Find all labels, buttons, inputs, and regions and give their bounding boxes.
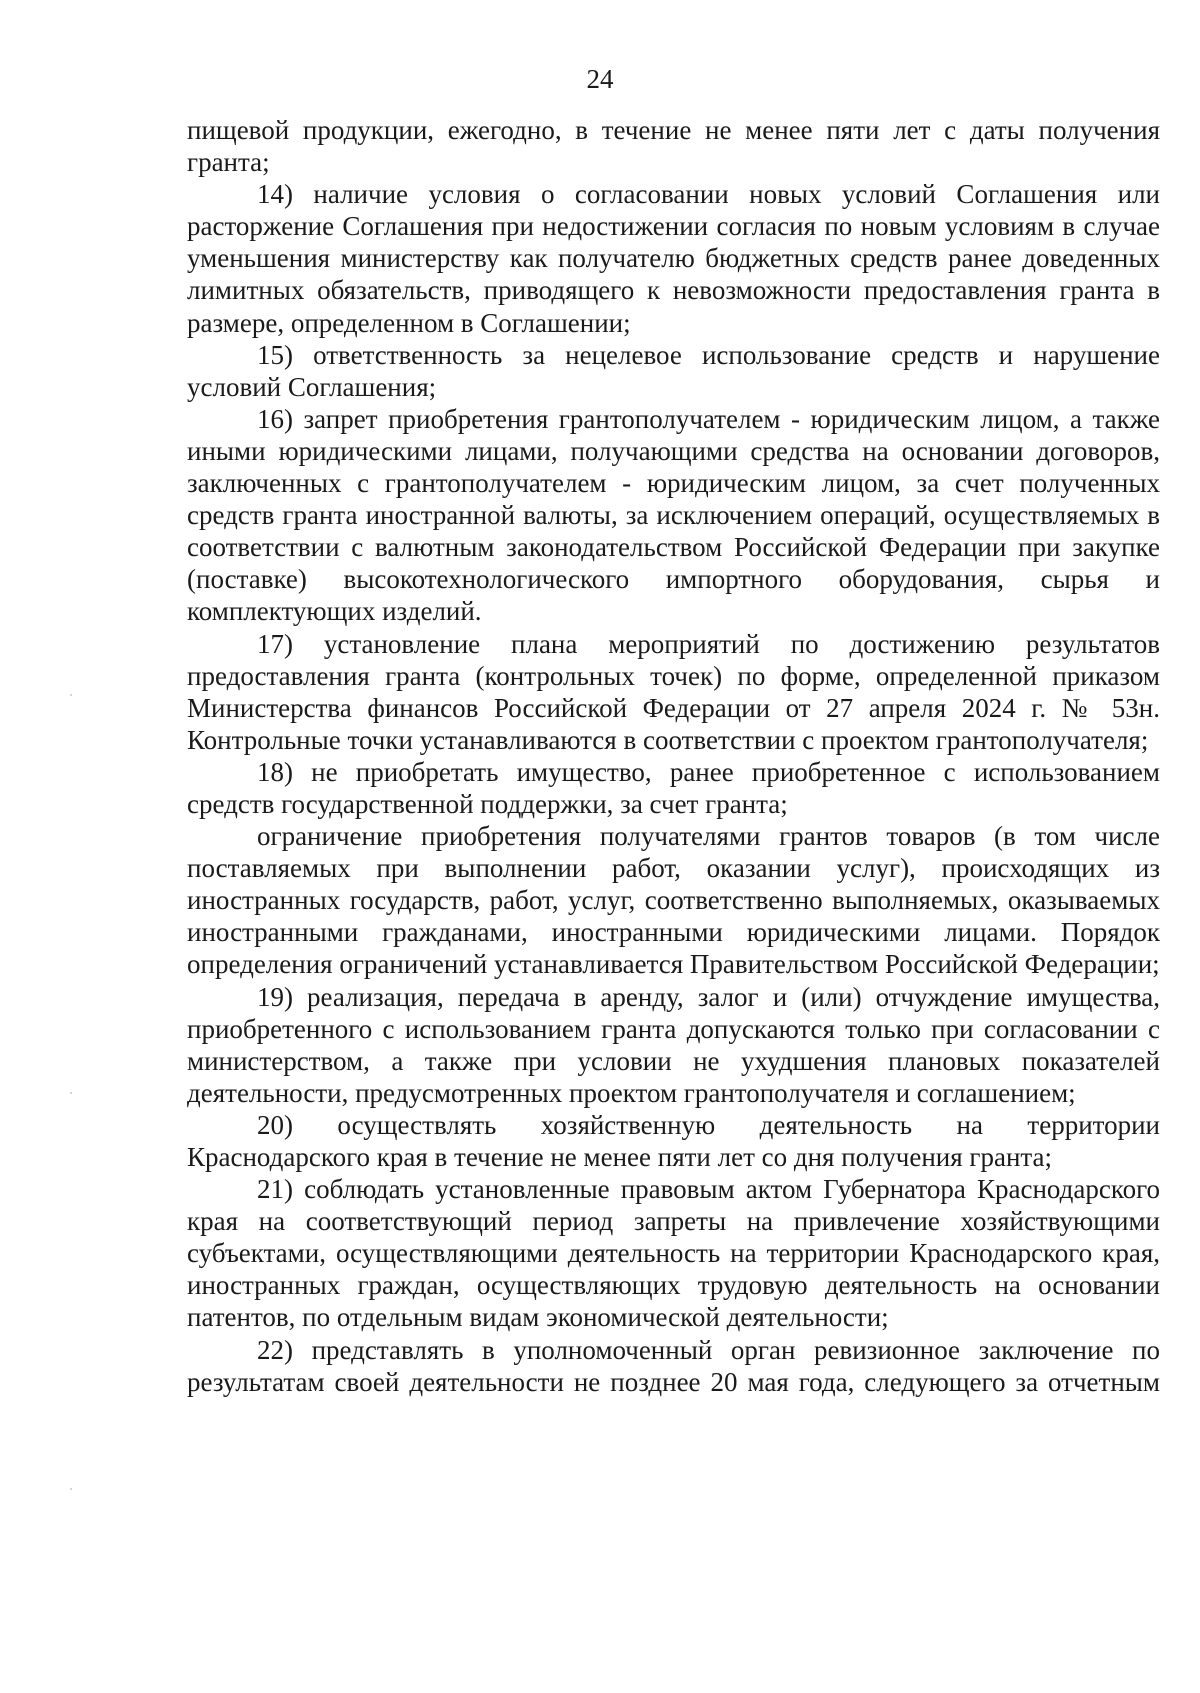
scan-speck (70, 694, 72, 696)
paragraph-item-17: 17) установление плана мероприятий по достижению результатов предоставления гранта (контрольных точек) по форме, определенной приказом Министерства финансов Российской Федерации от 27 апреля 2024 г. № 53н. Контрольные точки устанавливаются в соответствии с проектом грантополучателя; (187, 628, 1160, 755)
document-body (187, 114, 1160, 1398)
paragraph-item-18-restriction: ограничение приобретения получателями грантов товаров (в том числе поставляемых при выполнении работ, оказании услуг), происходящих из иностранных государств, работ, услуг, соответственно выполняемых, оказываемых иностранными гражданами, иностранными юридическими лицами. Порядок определения ограничений устанавливается Правительством Российской Федерации; (187, 821, 1160, 980)
paragraph-item-19: 19) реализация, передача в аренду, залог и (или) отчуждение имущества, приобретенного с использованием гранта допускаются только при согласовании с министерством, а также при условии не ухудшения плановых показателей деятельности, предусмотренных проектом грантополучателя и соглашением; (187, 981, 1160, 1108)
paragraph-item-21: 21) соблюдать установленные правовым актом Губернатора Краснодарского края на соответствующий период запреты на привлечение хозяйствующими субъектами, осуществляющими деятельность на территории Краснодарского края, иностранных граждан, осуществляющих трудовую деятельность на основании патентов, по отдельным видам экономической деятельности; (187, 1174, 1160, 1333)
paragraph-item-14: 14) наличие условия о согласовании новых условий Соглашения или расторжение Соглашения при недостижении согласия по новым условиям в случае уменьшения министерству как получателю бюджетных средств ранее доведенных лимитных обязательств, приводящего к невозможности предоставления гранта в размере, определенном в Соглашении; (187, 179, 1160, 338)
paragraph-item-15: 15) ответственность за нецелевое использование средств и нарушение условий Соглашения; (187, 339, 1160, 402)
paragraph-continuation: пищевой продукции, ежегодно, в течение не менее пяти лет с даты получения гранта; (187, 115, 1160, 178)
paragraph-item-16: 16) запрет приобретения грантополучателем - юридическим лицом, а также иными юридическими лицами, получающими средства на основании договоров, заключенных с грантополучателем - юридическим лицом, за счет полученных средств гранта иностранной валюты, за исключением операций, осуществляемых в соответствии с валютным законодательством Российской Федерации при закупке (поставке) высокотехнологического импортного оборудования, сырья и комплектующих изделий. (187, 403, 1160, 627)
page-number: 24 (586, 64, 614, 94)
scan-speck (70, 1488, 72, 1490)
paragraph-item-18: 18) не приобретать имущество, ранее приобретенное с использованием средств государственной поддержки, за счет гранта; (187, 756, 1160, 819)
paragraph-item-20: 20) осуществлять хозяйственную деятельность на территории Краснодарского края в течение не менее пяти лет со дня получения гранта; (187, 1109, 1160, 1172)
scan-speck (70, 1092, 72, 1094)
paragraph-item-22: 22) представлять в уполномоченный орган ревизионное заключение по результатам своей деятельности не позднее 20 мая года, следующего за отчетным (187, 1334, 1160, 1397)
